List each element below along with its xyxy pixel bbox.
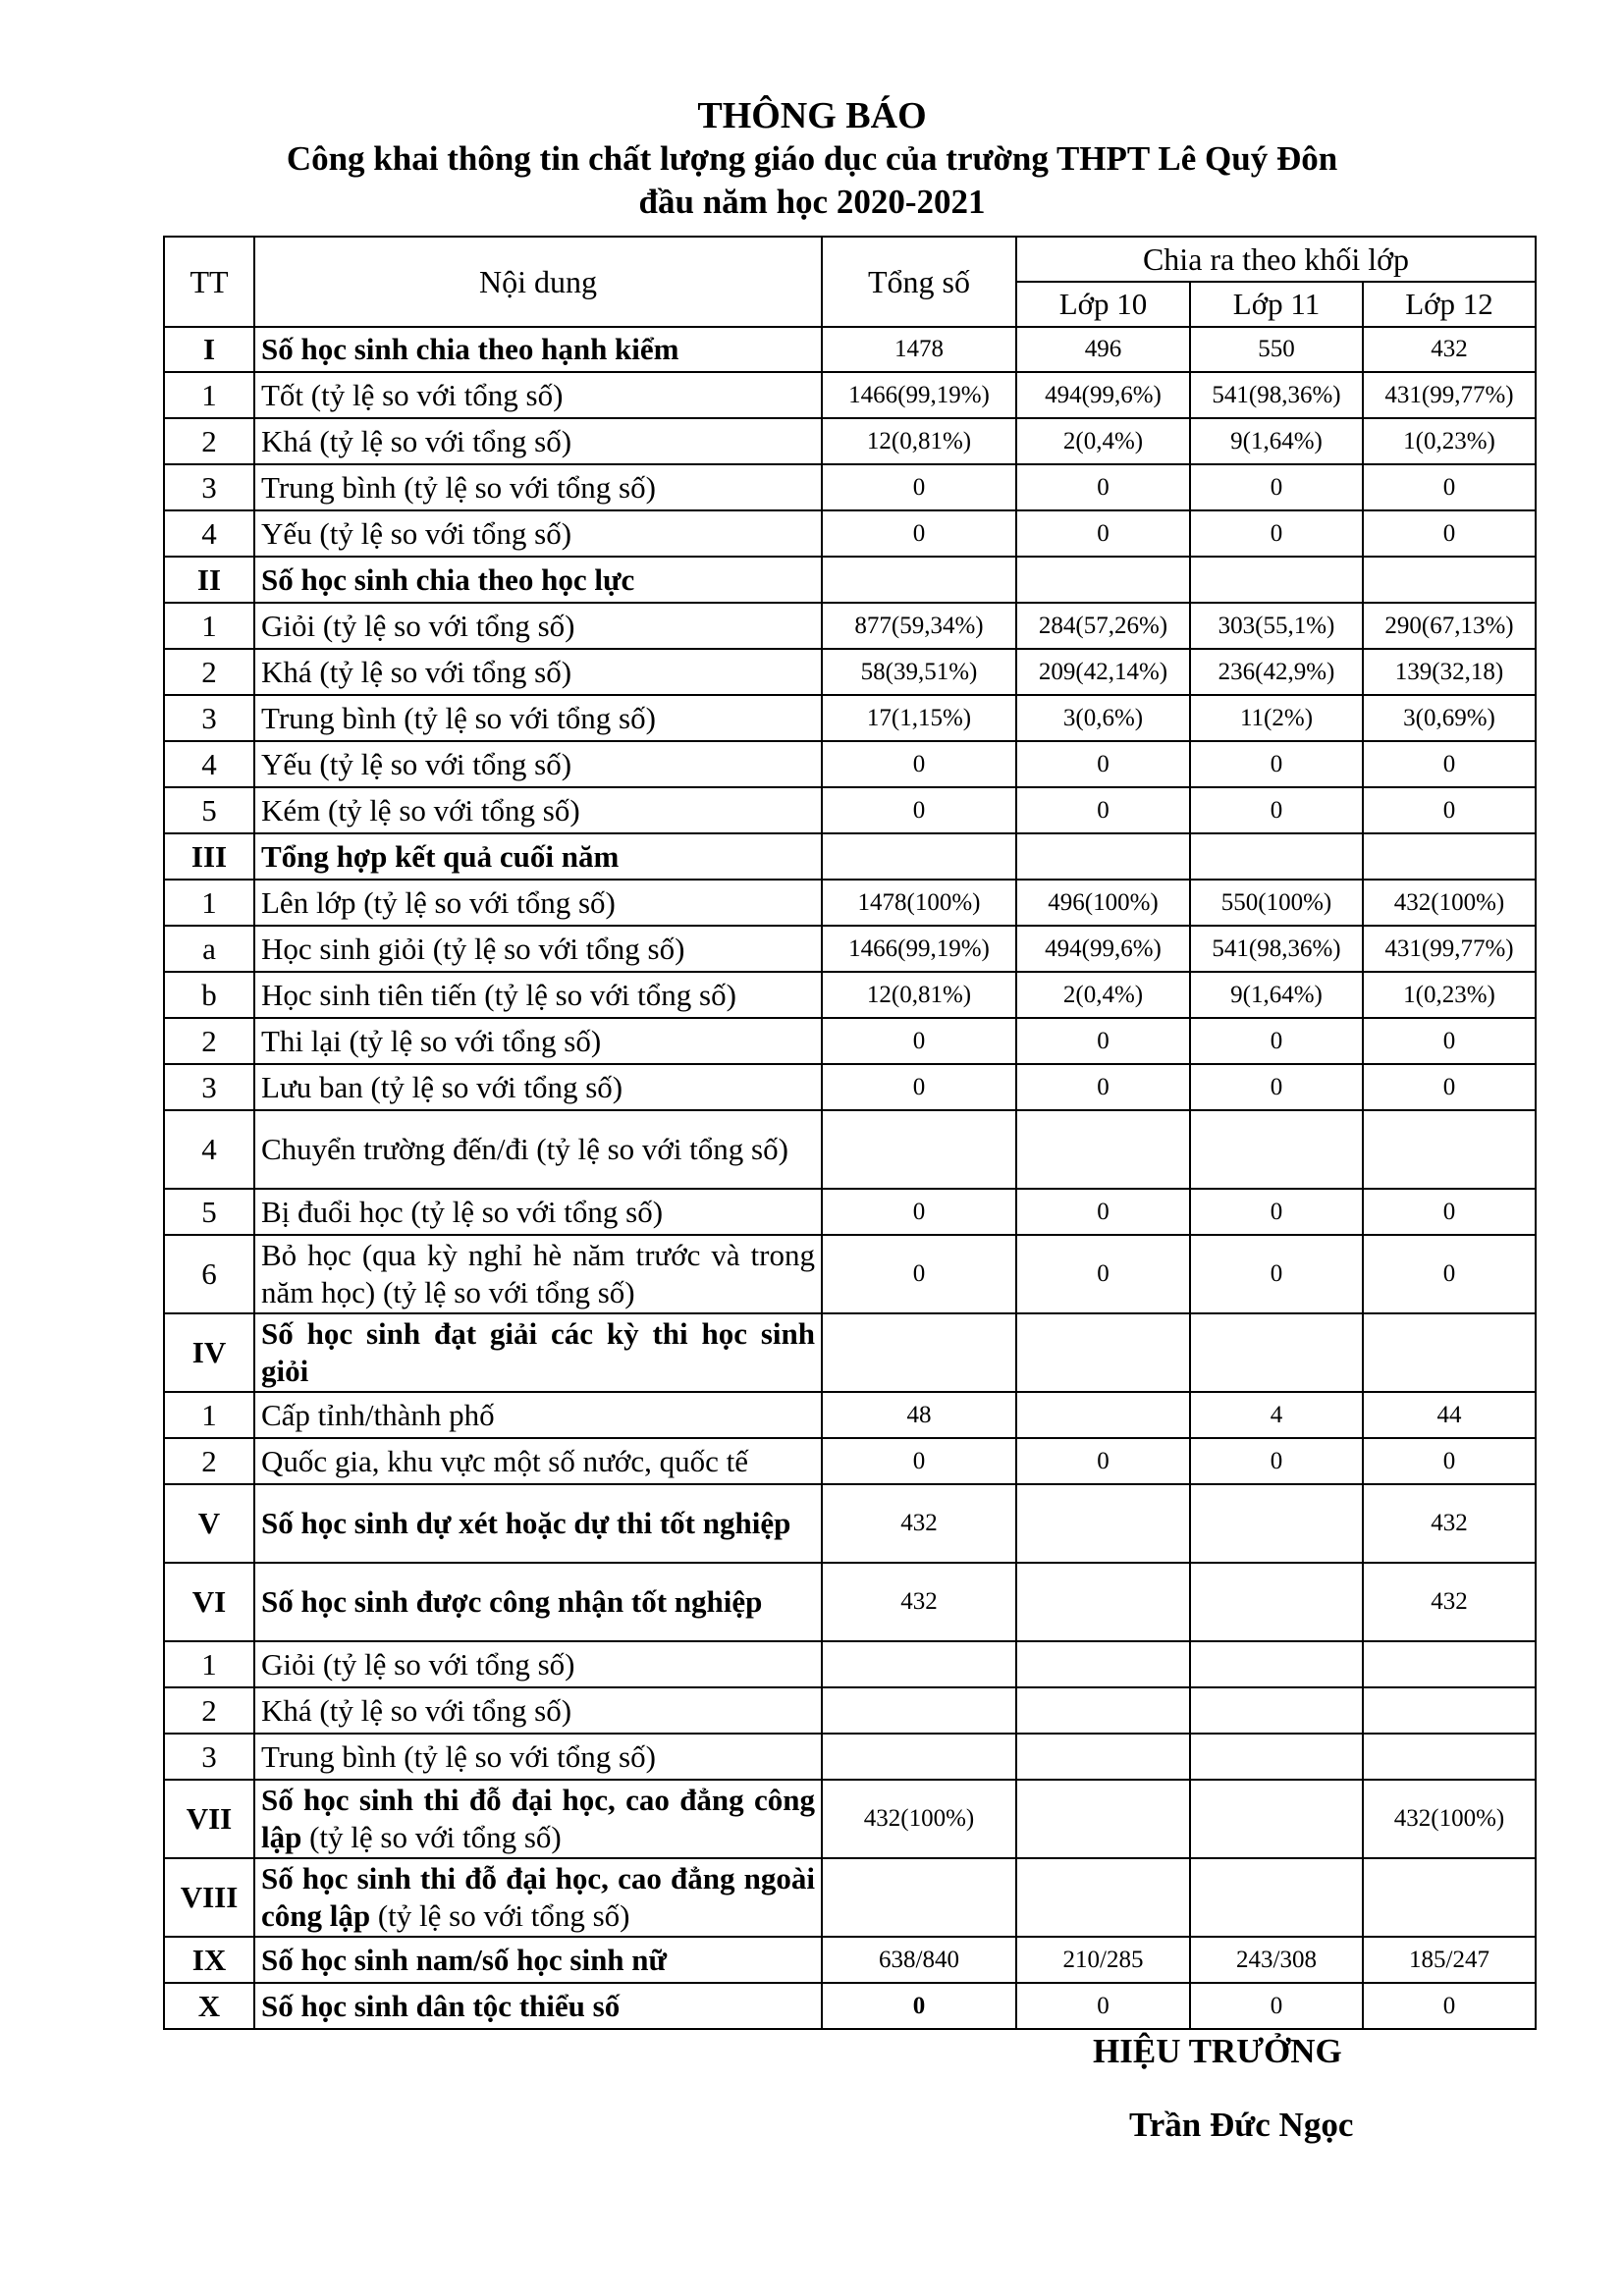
table-row [164,695,1536,741]
value-lop11: 236(42,9%) [1190,649,1363,695]
value-lop12: 185/247 [1363,1937,1536,1983]
row-tt: b [164,972,254,1018]
value-lop10: 494(99,6%) [1016,926,1190,972]
value-lop12: 1(0,23%) [1363,418,1536,464]
value-lop11 [1190,1313,1363,1392]
value-lop10: 496 [1016,327,1190,372]
value-lop12 [1363,1313,1536,1392]
row-tt: X [164,1983,254,2029]
row-label: Trung bình (tỷ lệ so với tổng số) [254,695,822,741]
row-label: Khá (tỷ lệ so với tổng số) [254,418,822,464]
value-lop11: 550(100%) [1190,880,1363,926]
row-tt: 4 [164,510,254,557]
value-lop11: 541(98,36%) [1190,926,1363,972]
row-tt: 2 [164,649,254,695]
signature-name: Trần Đức Ngọc [1129,2106,1354,2144]
value-lop11 [1190,1110,1363,1189]
table-row [164,510,1536,557]
value-lop11: 0 [1190,1983,1363,2029]
row-tt: 5 [164,1189,254,1235]
value-lop10: 0 [1016,741,1190,787]
value-tongso: 432 [822,1484,1016,1563]
value-tongso: 0 [822,1064,1016,1110]
value-lop12: 0 [1363,1018,1536,1064]
row-tt: I [164,327,254,372]
value-tongso [822,1734,1016,1780]
value-lop10: 0 [1016,1983,1190,2029]
value-tongso: 58(39,51%) [822,649,1016,695]
value-lop11: 0 [1190,510,1363,557]
row-label: Quốc gia, khu vực một số nước, quốc tế [254,1438,822,1484]
value-lop10 [1016,1687,1190,1734]
row-label: Trung bình (tỷ lệ so với tổng số) [254,1734,822,1780]
row-label: Học sinh tiên tiến (tỷ lệ so với tổng số) [254,972,822,1018]
value-tongso: 0 [822,1983,1016,2029]
row-label: Cấp tỉnh/thành phố [254,1392,822,1438]
value-tongso: 0 [822,510,1016,557]
value-lop10 [1016,557,1190,603]
value-lop12: 431(99,77%) [1363,926,1536,972]
value-lop10 [1016,1858,1190,1937]
value-lop10: 0 [1016,1438,1190,1484]
value-lop11: 0 [1190,1018,1363,1064]
value-tongso: 0 [822,1189,1016,1235]
table-row [164,1438,1536,1484]
value-tongso: 0 [822,464,1016,510]
value-lop11: 0 [1190,1438,1363,1484]
row-tt: 1 [164,1392,254,1438]
table-row [164,926,1536,972]
value-lop11: 550 [1190,327,1363,372]
value-tongso: 48 [822,1392,1016,1438]
value-lop10: 210/285 [1016,1937,1190,1983]
row-tt: V [164,1484,254,1563]
value-lop12: 0 [1363,1983,1536,2029]
value-lop10: 0 [1016,464,1190,510]
value-lop10 [1016,1484,1190,1563]
value-lop10 [1016,1734,1190,1780]
value-lop12 [1363,557,1536,603]
value-lop10 [1016,1313,1190,1392]
value-lop11 [1190,1641,1363,1687]
table-row [164,1858,1536,1937]
row-label: Trung bình (tỷ lệ so với tổng số) [254,464,822,510]
row-tt: 1 [164,603,254,649]
table-row [164,1189,1536,1235]
row-tt: 4 [164,741,254,787]
row-label-rest: (tỷ lệ so với tổng số) [301,1820,562,1854]
value-lop12: 0 [1363,510,1536,557]
row-label: Số học sinh chia theo học lực [254,557,822,603]
value-lop11: 0 [1190,787,1363,833]
row-tt: 3 [164,1734,254,1780]
table-row [164,1983,1536,2029]
row-tt: VII [164,1780,254,1858]
table-row [164,1734,1536,1780]
value-tongso: 0 [822,741,1016,787]
value-tongso: 0 [822,787,1016,833]
table-row [164,833,1536,880]
value-lop10: 2(0,4%) [1016,418,1190,464]
value-lop12: 432 [1363,1563,1536,1641]
row-label: Số học sinh nam/số học sinh nữ [254,1937,822,1983]
row-label: Tổng hợp kết quả cuối năm [254,833,822,880]
row-label: Yếu (tỷ lệ so với tổng số) [254,741,822,787]
row-label: Số học sinh chia theo hạnh kiểm [254,327,822,372]
value-lop10 [1016,1563,1190,1641]
value-lop11: 9(1,64%) [1190,418,1363,464]
value-lop11 [1190,1687,1363,1734]
value-tongso [822,557,1016,603]
value-lop11 [1190,1780,1363,1858]
row-label: Tốt (tỷ lệ so với tổng số) [254,372,822,418]
value-lop12: 0 [1363,1189,1536,1235]
row-label: Bỏ học (qua kỳ nghỉ hè năm trước và trong năm học) (tỷ lệ so với tổng số) [254,1235,822,1313]
value-lop11 [1190,1858,1363,1937]
value-tongso: 0 [822,1018,1016,1064]
row-tt: 3 [164,695,254,741]
row-label: Học sinh giỏi (tỷ lệ so với tổng số) [254,926,822,972]
value-lop12 [1363,1858,1536,1937]
table-row [164,1064,1536,1110]
value-lop12: 1(0,23%) [1363,972,1536,1018]
value-lop12: 432 [1363,1484,1536,1563]
header-lop10: Lớp 10 [1016,282,1190,327]
value-tongso [822,1641,1016,1687]
row-tt: 1 [164,880,254,926]
header-lop11: Lớp 11 [1190,282,1363,327]
value-tongso [822,1687,1016,1734]
value-lop10: 284(57,26%) [1016,603,1190,649]
row-tt: 2 [164,1438,254,1484]
value-lop12: 44 [1363,1392,1536,1438]
value-lop11: 0 [1190,1189,1363,1235]
value-tongso [822,833,1016,880]
value-lop11: 0 [1190,1235,1363,1313]
table-row [164,1235,1536,1313]
row-tt: a [164,926,254,972]
header-chiara: Chia ra theo khối lớp [1016,237,1536,282]
value-lop12: 0 [1363,741,1536,787]
row-label: Số học sinh dự xét hoặc dự thi tốt nghiệp [254,1484,822,1563]
row-label-bold: Số học sinh thi đỗ đại học, cao đẳng công lập [261,1783,815,1854]
value-lop12: 0 [1363,1438,1536,1484]
table-row [164,972,1536,1018]
value-lop10: 494(99,6%) [1016,372,1190,418]
table-row [164,649,1536,695]
row-tt: 5 [164,787,254,833]
value-lop10 [1016,1641,1190,1687]
table-row [164,1641,1536,1687]
value-lop11: 0 [1190,1064,1363,1110]
value-lop10: 209(42,14%) [1016,649,1190,695]
table-row [164,1313,1536,1392]
value-lop11: 11(2%) [1190,695,1363,741]
row-tt: 6 [164,1235,254,1313]
table-row [164,1484,1536,1563]
row-tt: IX [164,1937,254,1983]
value-lop12 [1363,1687,1536,1734]
value-tongso: 638/840 [822,1937,1016,1983]
value-lop10: 2(0,4%) [1016,972,1190,1018]
value-lop11 [1190,833,1363,880]
header-noidung: Nội dung [254,237,822,327]
row-label: Lên lớp (tỷ lệ so với tổng số) [254,880,822,926]
value-lop11: 243/308 [1190,1937,1363,1983]
value-tongso: 1478 [822,327,1016,372]
row-tt: III [164,833,254,880]
value-lop12: 0 [1363,1064,1536,1110]
row-label [254,1858,822,1937]
table-row [164,1937,1536,1983]
title-line-1: THÔNG BÁO [697,95,927,136]
row-label: Số học sinh dân tộc thiểu số [254,1983,822,2029]
row-label: Số học sinh đạt giải các kỳ thi học sinh giỏi [254,1313,822,1392]
value-tongso: 12(0,81%) [822,972,1016,1018]
quality-table [163,236,1537,2030]
value-lop10: 496(100%) [1016,880,1190,926]
table-body [164,327,1536,2029]
value-lop12 [1363,1734,1536,1780]
table-row [164,1687,1536,1734]
row-tt: 1 [164,1641,254,1687]
table-row [164,464,1536,510]
value-lop12: 0 [1363,1235,1536,1313]
value-lop10 [1016,1780,1190,1858]
value-lop12: 432(100%) [1363,1780,1536,1858]
row-tt: 4 [164,1110,254,1189]
value-lop12 [1363,1110,1536,1189]
row-label: Bị đuổi học (tỷ lệ so với tổng số) [254,1189,822,1235]
value-lop12: 432 [1363,327,1536,372]
row-tt: 1 [164,372,254,418]
table-row [164,327,1536,372]
value-lop12 [1363,1641,1536,1687]
value-tongso: 877(59,34%) [822,603,1016,649]
value-lop12: 432(100%) [1363,880,1536,926]
table-row [164,1780,1536,1858]
row-label: Thi lại (tỷ lệ so với tổng số) [254,1018,822,1064]
value-lop11 [1190,1734,1363,1780]
value-lop11: 0 [1190,741,1363,787]
value-lop11: 541(98,36%) [1190,372,1363,418]
row-label: Kém (tỷ lệ so với tổng số) [254,787,822,833]
row-tt: 3 [164,1064,254,1110]
value-lop10: 0 [1016,1235,1190,1313]
value-lop10 [1016,1110,1190,1189]
value-tongso [822,1110,1016,1189]
value-lop10 [1016,833,1190,880]
value-tongso: 432(100%) [822,1780,1016,1858]
row-tt: 2 [164,1018,254,1064]
value-tongso: 0 [822,1438,1016,1484]
value-lop10: 0 [1016,787,1190,833]
table-row [164,787,1536,833]
value-tongso: 1466(99,19%) [822,372,1016,418]
value-lop10 [1016,1392,1190,1438]
row-label: Lưu ban (tỷ lệ so với tổng số) [254,1064,822,1110]
value-lop11: 0 [1190,464,1363,510]
value-lop12: 0 [1363,464,1536,510]
value-tongso: 12(0,81%) [822,418,1016,464]
value-lop10: 0 [1016,1064,1190,1110]
row-label-bold: Số học sinh thi đỗ đại học, cao đẳng ngoài công lập [261,1861,815,1933]
row-tt: IV [164,1313,254,1392]
table-row [164,1110,1536,1189]
value-tongso [822,1858,1016,1937]
value-lop12: 0 [1363,787,1536,833]
value-lop10: 3(0,6%) [1016,695,1190,741]
row-tt: 2 [164,418,254,464]
value-tongso: 17(1,15%) [822,695,1016,741]
value-tongso [822,1313,1016,1392]
row-tt: VIII [164,1858,254,1937]
table-row [164,557,1536,603]
value-tongso: 1466(99,19%) [822,926,1016,972]
title-line-2: Công khai thông tin chất lượng giáo dục của trường THPT Lê Quý Đôn [286,139,1338,178]
row-label: Giỏi (tỷ lệ so với tổng số) [254,603,822,649]
row-label: Số học sinh được công nhận tốt nghiệp [254,1563,822,1641]
table-row [164,1018,1536,1064]
value-lop11: 4 [1190,1392,1363,1438]
value-lop12 [1363,833,1536,880]
value-lop11 [1190,557,1363,603]
row-label-rest: (tỷ lệ so với tổng số) [370,1898,630,1933]
value-lop10: 0 [1016,1189,1190,1235]
header-lop12: Lớp 12 [1363,282,1536,327]
value-tongso: 432 [822,1563,1016,1641]
row-label: Khá (tỷ lệ so với tổng số) [254,649,822,695]
value-lop10: 0 [1016,1018,1190,1064]
table-row [164,741,1536,787]
title-line-3: đầu năm học 2020-2021 [638,183,986,221]
row-label: Khá (tỷ lệ so với tổng số) [254,1687,822,1734]
value-lop11: 9(1,64%) [1190,972,1363,1018]
table-row [164,603,1536,649]
value-tongso: 0 [822,1235,1016,1313]
value-lop12: 431(99,77%) [1363,372,1536,418]
header-tongso: Tổng số [822,237,1016,327]
value-lop12: 139(32,18) [1363,649,1536,695]
value-lop12: 3(0,69%) [1363,695,1536,741]
document-title [0,94,1624,224]
value-lop11 [1190,1563,1363,1641]
header-tt: TT [164,237,254,327]
value-lop10: 0 [1016,510,1190,557]
table-row [164,418,1536,464]
row-label: Yếu (tỷ lệ so với tổng số) [254,510,822,557]
table-row [164,1392,1536,1438]
value-lop11: 303(55,1%) [1190,603,1363,649]
row-label [254,1780,822,1858]
value-lop12: 290(67,13%) [1363,603,1536,649]
table-row [164,1563,1536,1641]
row-tt: 2 [164,1687,254,1734]
table-row [164,372,1536,418]
row-label: Chuyển trường đến/đi (tỷ lệ so với tổng số) [254,1110,822,1189]
signature-title: HIỆU TRƯỞNG [1093,2032,1342,2070]
value-tongso: 1478(100%) [822,880,1016,926]
row-tt: VI [164,1563,254,1641]
row-tt: II [164,557,254,603]
row-tt: 3 [164,464,254,510]
row-label: Giỏi (tỷ lệ so với tổng số) [254,1641,822,1687]
value-lop11 [1190,1484,1363,1563]
table-row [164,880,1536,926]
